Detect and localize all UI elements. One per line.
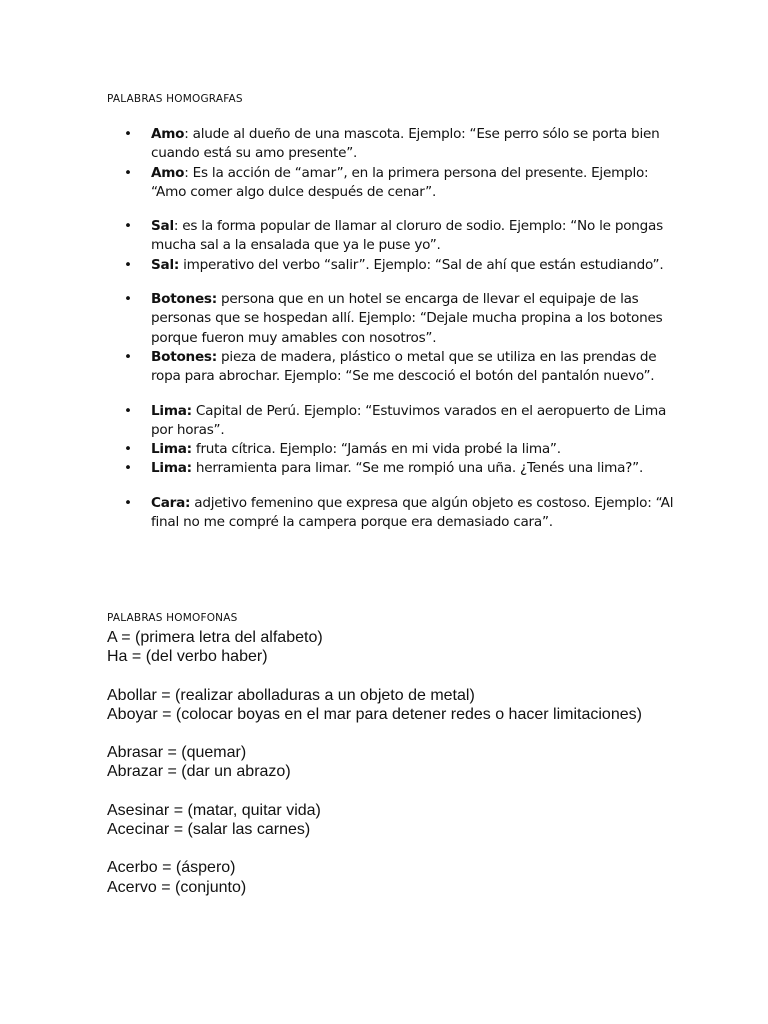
list-item	[124, 290, 684, 348]
bullet-icon: •	[124, 494, 132, 511]
term: Lima:	[151, 460, 192, 477]
homophone-line: Acervo = (conjunto)	[107, 878, 247, 896]
bullet-icon: •	[124, 256, 132, 273]
homophone-line: Acerbo = (áspero)	[107, 859, 236, 877]
list-item	[124, 164, 684, 203]
homophone-group	[107, 628, 707, 667]
list-item	[124, 440, 684, 459]
list-item	[124, 256, 684, 275]
term: Lima:	[151, 441, 192, 458]
bullet-icon: •	[124, 291, 132, 308]
list-item	[124, 217, 684, 256]
homophones-list	[107, 628, 707, 897]
bullet-icon: •	[124, 218, 132, 235]
bullet-icon: •	[124, 126, 132, 142]
homophone-line: Acecinar = (salar las carnes)	[107, 821, 311, 839]
definition: pieza de madera, plástico o metal que se utiliza en las prendas de ropa para abrochar. Ejemplo: “Se me descoció el botón del pantalón nuevo”.	[151, 348, 657, 385]
definition: : Es la acción de “amar”, en la primera persona del presente. Ejemplo: “Amo comer algo dulce después de cenar”.	[151, 164, 649, 200]
bullet-icon: •	[124, 402, 132, 419]
list-item	[124, 402, 684, 441]
homophone-group	[107, 858, 707, 897]
homographs-list	[124, 125, 684, 532]
term: Amo	[151, 126, 185, 142]
term: Botones:	[151, 291, 217, 308]
term: Cara:	[151, 494, 191, 511]
definition: adjetivo femenino que expresa que algún objeto es costoso. Ejemplo: “Al final no me compré la campera porque era demasiado cara”.	[151, 494, 674, 531]
definition: persona que en un hotel se encarga de llevar el equipaje de las personas que se hospedan allí. Ejemplo: “Dejale mucha propina a los botones porque fueron muy amables con nosotros”.	[151, 291, 663, 346]
homophone-line: Aboyar = (colocar boyas en el mar para detener redes o hacer limitaciones)	[107, 705, 642, 723]
bullet-icon: •	[124, 460, 132, 477]
list-item	[124, 494, 684, 533]
definition: : es la forma popular de llamar al cloruro de sodio. Ejemplo: “No le pongas mucha sal a la ensalada que ya le puse yo”.	[151, 218, 663, 254]
homophones-heading: PALABRAS HOMOFONAS	[107, 612, 238, 624]
homophone-line: Abollar = (realizar abolladuras a un objeto de metal)	[107, 686, 475, 704]
term: Botones:	[151, 348, 217, 365]
homophone-group	[107, 801, 707, 840]
homophone-line: Abrazar = (dar un abrazo)	[107, 763, 291, 781]
term: Sal:	[151, 256, 180, 273]
bullet-icon: •	[124, 164, 132, 181]
definition: fruta cítrica. Ejemplo: “Jamás en mi vida probé la lima”.	[191, 441, 561, 458]
definition: : alude al dueño de una mascota. Ejemplo: “Ese perro sólo se porta bien cuando está su amo presente”.	[151, 126, 660, 162]
bullet-icon: •	[124, 348, 132, 365]
term: Lima:	[151, 402, 192, 419]
homographs-heading: PALABRAS HOMOGRAFAS	[107, 93, 243, 105]
homophone-line: Ha = (del verbo haber)	[107, 648, 268, 666]
definition: herramienta para limar. “Se me rompió una uña. ¿Tenés una lima?”.	[191, 460, 644, 477]
list-item	[124, 348, 684, 387]
definition: Capital de Perú. Ejemplo: “Estuvimos varados en el aeropuerto de Lima por horas”.	[151, 402, 667, 438]
homophone-line: Abrasar = (quemar)	[107, 744, 247, 762]
term: Amo	[151, 164, 185, 181]
homophone-line: A = (primera letra del alfabeto)	[107, 629, 323, 646]
definition: imperativo del verbo “salir”. Ejemplo: “Sal de ahí que están estudiando”.	[179, 256, 664, 273]
bullet-icon: •	[124, 441, 132, 458]
list-item	[124, 459, 684, 478]
homophone-line: Asesinar = (matar, quitar vida)	[107, 801, 321, 819]
term: Sal	[151, 218, 174, 235]
list-item	[124, 125, 684, 164]
homophone-group	[107, 743, 707, 782]
homophone-group	[107, 686, 707, 725]
